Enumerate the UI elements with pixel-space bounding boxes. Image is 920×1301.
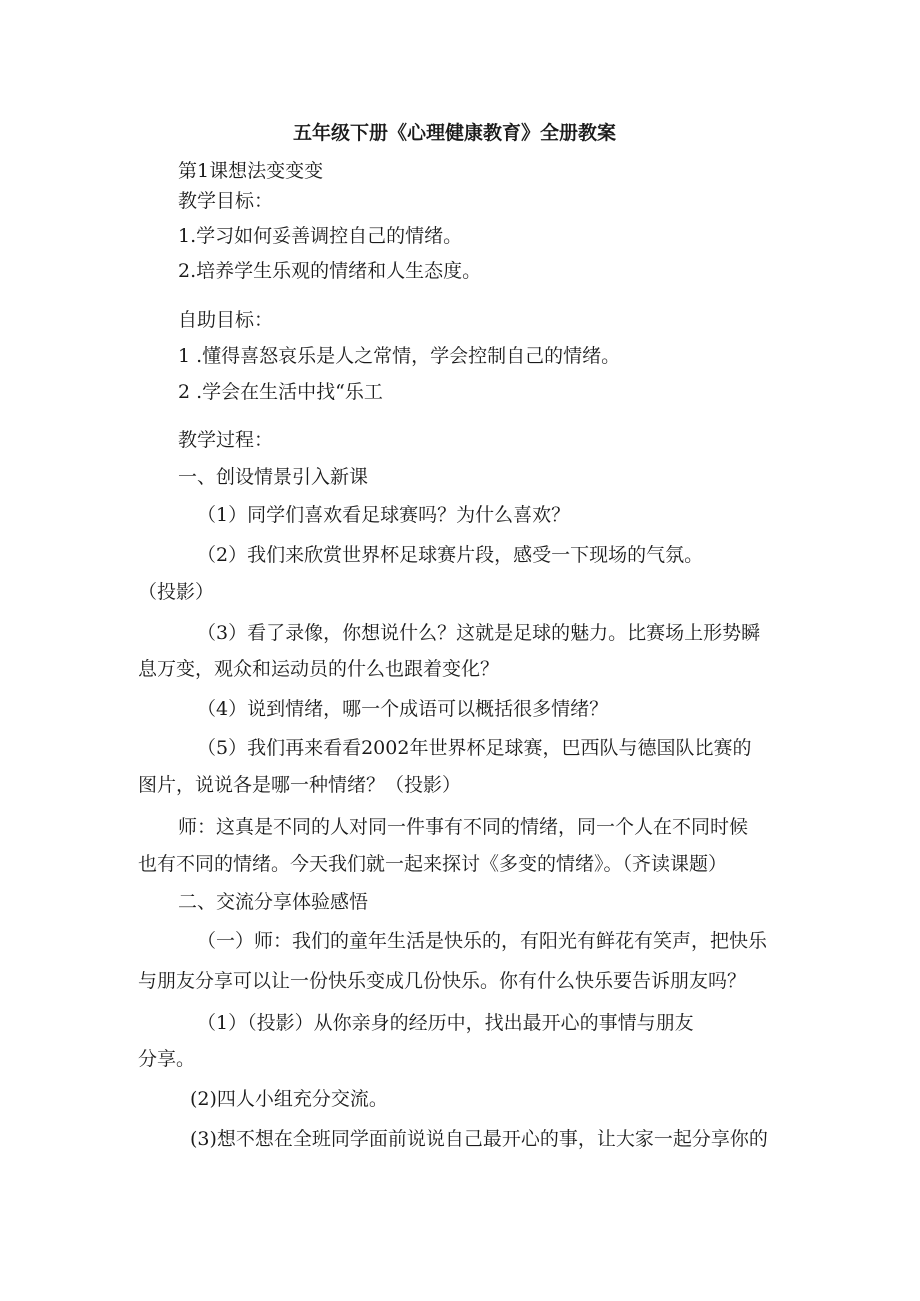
teaching-goal-1: 1.学习如何妥善调控自己的情绪。 [178,225,463,247]
section2-heading: 二、交流分享体验感悟 [178,891,369,913]
section1-q4: （4）说到情绪，哪一个成语可以概括很多情绪？ [197,698,609,720]
self-help-heading: 自助目标： [178,309,274,331]
section1-q1: （1）同学们喜欢看足球赛吗？为什么喜欢？ [197,504,571,526]
section1-q5-line1: （5）我们再来看看2002年世界杯足球赛，巴西队与德国队比赛的 [197,737,752,759]
section2-p1-line1: （一）师：我们的童年生活是快乐的，有阳光有鲜花有笑声，把快乐 [197,930,768,952]
section2-i3: (3)想不想在全班同学面前说说自己最开心的事，让大家一起分享你的 [190,1128,768,1150]
self-help-goal-2: 2 .学会在生活中找“乐工 [178,381,383,403]
document-title: 五年级下册《心理健康教育》全册教案 [293,122,617,144]
section2-i2: (2)四人小组充分交流。 [190,1088,388,1110]
section2-p1-line2: 与朋友分享可以让一份快乐变成几份快乐。你有什么快乐要告诉朋友吗？ [138,970,747,992]
teaching-goal-2: 2.培养学生乐观的情绪和人生态度。 [178,260,482,282]
self-help-goal-1: 1 .懂得喜怒哀乐是人之常情，学会控制自己的情绪。 [178,345,621,367]
section2-i1-line1: （1）（投影）从你亲身的经历中，找出最开心的事情与朋友 [197,1012,694,1034]
section1-q5-line2: 图片，说说各是哪一种情绪？（投影） [138,774,462,796]
teaching-goals-heading: 教学目标： [178,190,274,212]
section1-q2-note: （投影） [138,581,215,603]
section1-teacher-line2: 也有不同的情绪。今天我们就一起来探讨《多变的情绪》。（齐读课题） [138,853,728,875]
process-heading: 教学过程： [178,429,274,451]
section1-teacher-line1: 师：这真是不同的人对同一件事有不同的情绪，同一个人在不同时候 [178,816,749,838]
section2-i1-line2: 分享。 [138,1048,196,1070]
lesson-title: 第1课想法变变变 [178,160,324,182]
section1-heading: 一、创设情景引入新课 [178,466,369,488]
section1-q2: （2）我们来欣赏世界杯足球赛片段，感受一下现场的气氛。 [197,544,704,566]
section1-q3-line1: （3）看了录像，你想说什么？这就是足球的魅力。比赛场上形势瞬 [197,622,761,644]
section1-q3-line2: 息万变，观众和运动员的什么也跟着变化？ [138,658,500,680]
